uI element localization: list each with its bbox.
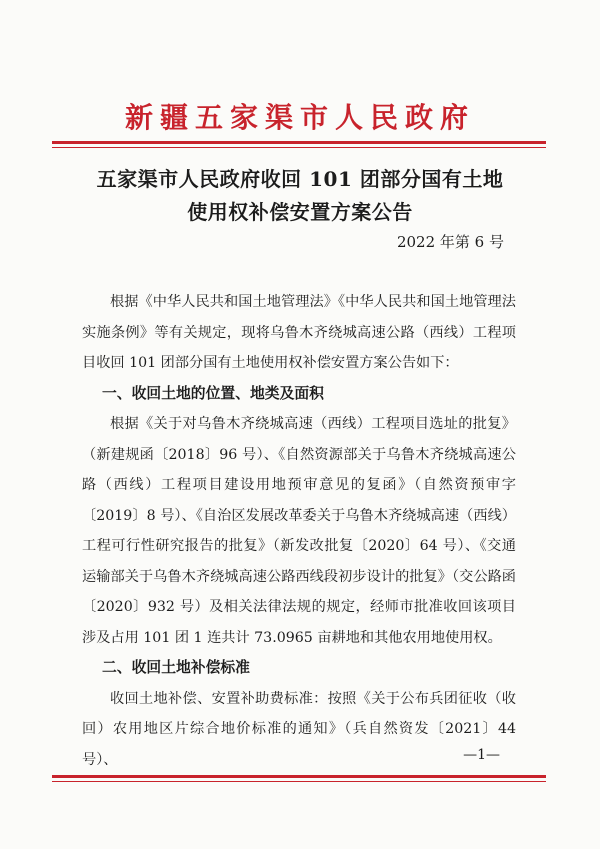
document-body	[82, 287, 516, 775]
page-number: —1—	[463, 747, 500, 763]
masthead-rule-thin	[52, 147, 546, 148]
document-number: 2022 年第 6 号	[396, 233, 504, 251]
masthead-rule-thick	[52, 141, 546, 144]
section-heading-1: 一、收回土地的位置、地类及面积	[102, 384, 324, 402]
footer-rule-thin	[52, 781, 546, 782]
title-line-1: 五家渠市人民政府收回 101 团部分国有土地	[96, 167, 504, 191]
footer-rule-thick	[52, 775, 546, 778]
section-1-paragraph: 根据《关于对乌鲁木齐绕城高速（西线）工程项目选址的批复》（新建规函〔2018〕96 号）、《自然资源部关于乌鲁木齐绕城高速公路（西线）工程项目建设用地预审意见的复函》（自然资预审字〔2019〕8 号）、《自治区发展改革委关于乌鲁木齐绕城高速（西线）工程可行性研究报告的批复》（新发改批复〔2020〕64 号）、《交通运输部关于乌鲁木齐绕城高速公路西线段初步设计的批复》（交公路函〔2020〕932 号）及相关法律法规的规定，经师市批准收回该项目涉及占用 101 团 1 连共计 73.0965 亩耕地和其他农用地使用权。	[82, 416, 516, 646]
document-title	[60, 163, 540, 229]
section-heading-2: 二、收回土地补偿标准	[102, 659, 250, 676]
masthead-title: 新疆五家渠市人民政府	[124, 101, 475, 134]
intro-paragraph: 根据《中华人民共和国土地管理法》《中华人民共和国土地管理法实施条例》等有关规定，现将乌鲁木齐绕城高速公路（西线）工程项目收回 101 团部分国有土地使用权补偿安置方案公告如下：	[82, 294, 516, 371]
title-line-2: 使用权补偿安置方案公告	[187, 200, 413, 224]
section-2-paragraph: 收回土地补偿、安置补助费标准：按照《关于公布兵团征收（收回）农用地区片综合地价标准的通知》（兵自然资发〔2021〕44 号）、	[82, 690, 516, 768]
